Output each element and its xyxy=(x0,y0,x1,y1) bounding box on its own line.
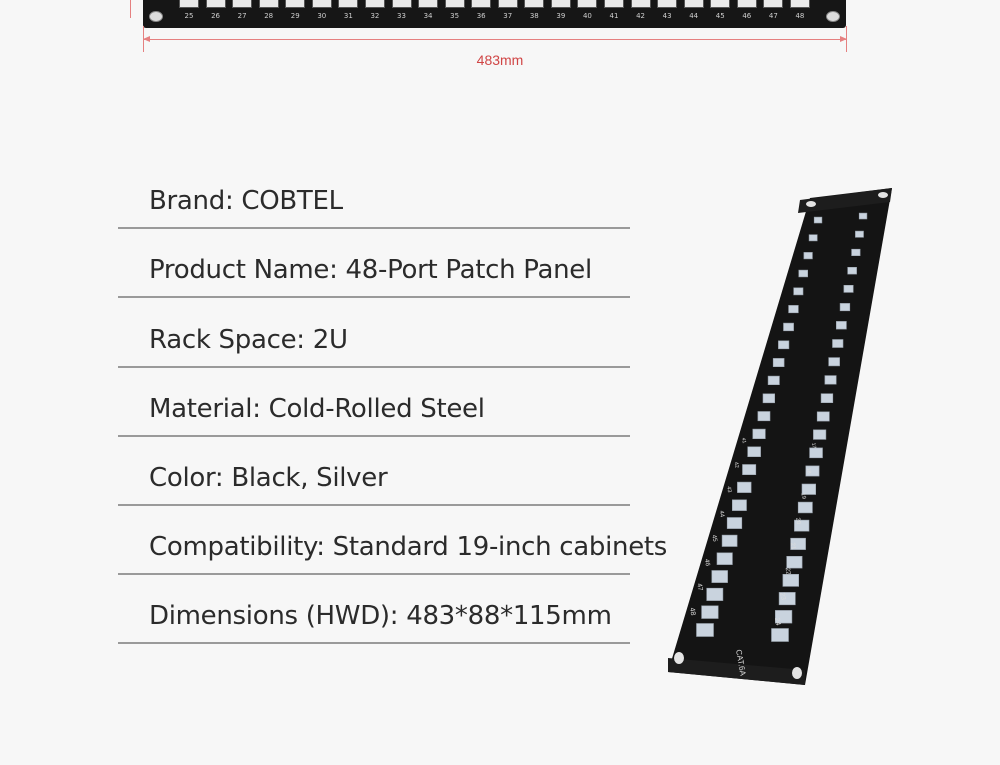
port-number-label: 21 xyxy=(788,542,798,551)
port-slot xyxy=(392,0,412,8)
port-number-label: 23 xyxy=(778,592,787,601)
port-slot xyxy=(206,0,226,8)
port-number: 39 xyxy=(556,12,566,20)
keystone-port xyxy=(855,231,863,237)
port-slot xyxy=(737,0,757,8)
port-slot xyxy=(232,0,252,8)
keystone-port xyxy=(789,305,799,312)
port-number: 43 xyxy=(662,12,672,20)
spec-text: Dimensions (HWD): 483*88*115mm xyxy=(149,601,612,632)
keystone-port xyxy=(813,430,826,440)
port-number-label: 17 xyxy=(810,442,817,449)
ear-hole-top-right xyxy=(878,192,888,198)
keystone-port xyxy=(833,340,844,348)
keystone-port xyxy=(852,249,861,256)
keystone-port xyxy=(859,213,867,219)
port-slot xyxy=(710,0,730,8)
keystone-port xyxy=(702,606,719,619)
port-number-label: 43 xyxy=(725,485,733,494)
port-number: 31 xyxy=(343,12,353,20)
keystone-port xyxy=(810,448,823,458)
spec-row-rack-space xyxy=(118,298,630,367)
keystone-port xyxy=(772,629,789,642)
mounting-hole-right xyxy=(826,11,840,22)
port-slot xyxy=(445,0,465,8)
keystone-port xyxy=(697,624,714,637)
mounting-hole-left xyxy=(149,11,163,22)
port-number-label: 48 xyxy=(688,607,697,617)
port-slot xyxy=(631,0,651,8)
ear-hole-top-left xyxy=(806,201,816,207)
spec-row-brand xyxy=(118,160,630,229)
port-slot xyxy=(790,0,810,8)
keystone-port xyxy=(840,303,850,310)
port-slot xyxy=(338,0,358,8)
keystone-port xyxy=(783,574,799,586)
port-number-label: 44 xyxy=(717,510,725,518)
port-slot xyxy=(498,0,518,8)
port-slot xyxy=(657,0,677,8)
keystone-port xyxy=(804,252,813,259)
port-number: 26 xyxy=(211,12,221,20)
port-number: 46 xyxy=(742,12,752,20)
keystone-port xyxy=(758,412,770,421)
dimension-line xyxy=(143,39,847,40)
dimension-tick-upper xyxy=(130,0,131,18)
keystone-port xyxy=(836,321,846,329)
port-slot xyxy=(418,0,438,8)
port-number: 47 xyxy=(768,12,778,20)
port-slot xyxy=(312,0,332,8)
keystone-port xyxy=(712,571,728,583)
port-number: 37 xyxy=(503,12,513,20)
spec-row-color xyxy=(118,437,630,506)
keystone-port xyxy=(799,270,808,277)
keystone-port xyxy=(722,535,737,546)
port-number-label: 24 xyxy=(773,617,782,627)
keystone-port xyxy=(748,447,761,457)
port-slot xyxy=(471,0,491,8)
keystone-port xyxy=(814,217,822,223)
port-number: 42 xyxy=(636,12,646,20)
port-number: 35 xyxy=(450,12,460,20)
port-number: 27 xyxy=(237,12,247,20)
keystone-port xyxy=(794,288,803,295)
port-slot xyxy=(763,0,783,8)
keystone-port xyxy=(821,394,833,403)
keystone-port xyxy=(768,376,779,385)
ear-hole-bottom-right xyxy=(792,667,802,679)
port-number: 33 xyxy=(397,12,406,20)
port-number: 40 xyxy=(582,12,592,20)
port-number-label: 46 xyxy=(702,558,712,567)
port-number: 29 xyxy=(290,12,300,20)
keystone-port xyxy=(778,341,789,349)
spec-row-material xyxy=(118,368,630,437)
port-slot xyxy=(577,0,597,8)
top-port-row xyxy=(179,0,810,8)
port-slot xyxy=(551,0,571,8)
model-label: CAT.6A xyxy=(734,648,748,677)
keystone-port xyxy=(787,556,802,568)
port-slot xyxy=(259,0,279,8)
top-patch-panel-image xyxy=(143,0,846,28)
port-number-label: 41 xyxy=(740,437,747,444)
keystone-port xyxy=(732,500,746,511)
spec-text: Brand: COBTEL xyxy=(149,186,343,217)
port-number: 25 xyxy=(184,12,194,20)
keystone-port xyxy=(798,502,812,513)
port-slot xyxy=(524,0,544,8)
patch-panel-product-image xyxy=(650,180,910,700)
keystone-port xyxy=(809,235,817,241)
port-slot xyxy=(179,0,199,8)
keystone-port xyxy=(737,482,751,493)
port-number: 38 xyxy=(529,12,539,20)
spec-text: Product Name: 48-Port Patch Panel xyxy=(149,255,592,286)
port-slot xyxy=(684,0,704,8)
spec-row-product-name xyxy=(118,229,630,298)
keystone-port xyxy=(717,553,732,565)
keystone-port xyxy=(743,465,756,475)
keystone-port xyxy=(848,267,857,274)
keystone-port xyxy=(753,429,766,439)
port-number-label: 18 xyxy=(804,467,812,475)
width-dimension-label: 483mm xyxy=(476,52,524,68)
port-number: 32 xyxy=(370,12,380,20)
spec-text: Color: Black, Silver xyxy=(149,462,388,493)
keystone-port xyxy=(784,323,794,331)
port-number-label: 42 xyxy=(732,461,740,469)
port-number: 36 xyxy=(476,12,486,20)
spec-text: Compatibility: Standard 19-inch cabinets xyxy=(149,532,668,563)
spec-list xyxy=(118,160,668,644)
port-number: 45 xyxy=(715,12,725,20)
keystone-port xyxy=(825,376,836,385)
keystone-port xyxy=(817,412,829,421)
spec-text: Rack Space: 2U xyxy=(149,324,348,355)
keystone-port xyxy=(829,358,840,366)
port-slot xyxy=(285,0,305,8)
keystone-port xyxy=(844,285,853,292)
port-slot xyxy=(604,0,624,8)
port-number: 41 xyxy=(609,12,619,20)
port-number: 48 xyxy=(795,12,805,20)
spec-row-dimensions xyxy=(118,575,630,644)
port-number-label: 22 xyxy=(783,567,792,576)
spec-row-compatibility xyxy=(118,506,668,575)
keystone-port xyxy=(773,358,784,366)
port-number-label: 47 xyxy=(695,582,704,592)
port-number-label: 45 xyxy=(710,534,719,543)
port-number: 30 xyxy=(317,12,327,20)
keystone-port xyxy=(763,394,775,403)
port-slot xyxy=(365,0,385,8)
port-number: 44 xyxy=(689,12,699,20)
port-number: 34 xyxy=(423,12,433,20)
port-number-label: 19 xyxy=(799,492,807,500)
ear-hole-bottom-left xyxy=(674,652,684,664)
keystone-port xyxy=(727,518,742,529)
top-port-number-row xyxy=(179,12,810,20)
port-number-label: 20 xyxy=(794,517,802,525)
keystone-port xyxy=(707,588,723,600)
port-number: 28 xyxy=(264,12,274,20)
spec-text: Material: Cold-Rolled Steel xyxy=(149,393,485,424)
